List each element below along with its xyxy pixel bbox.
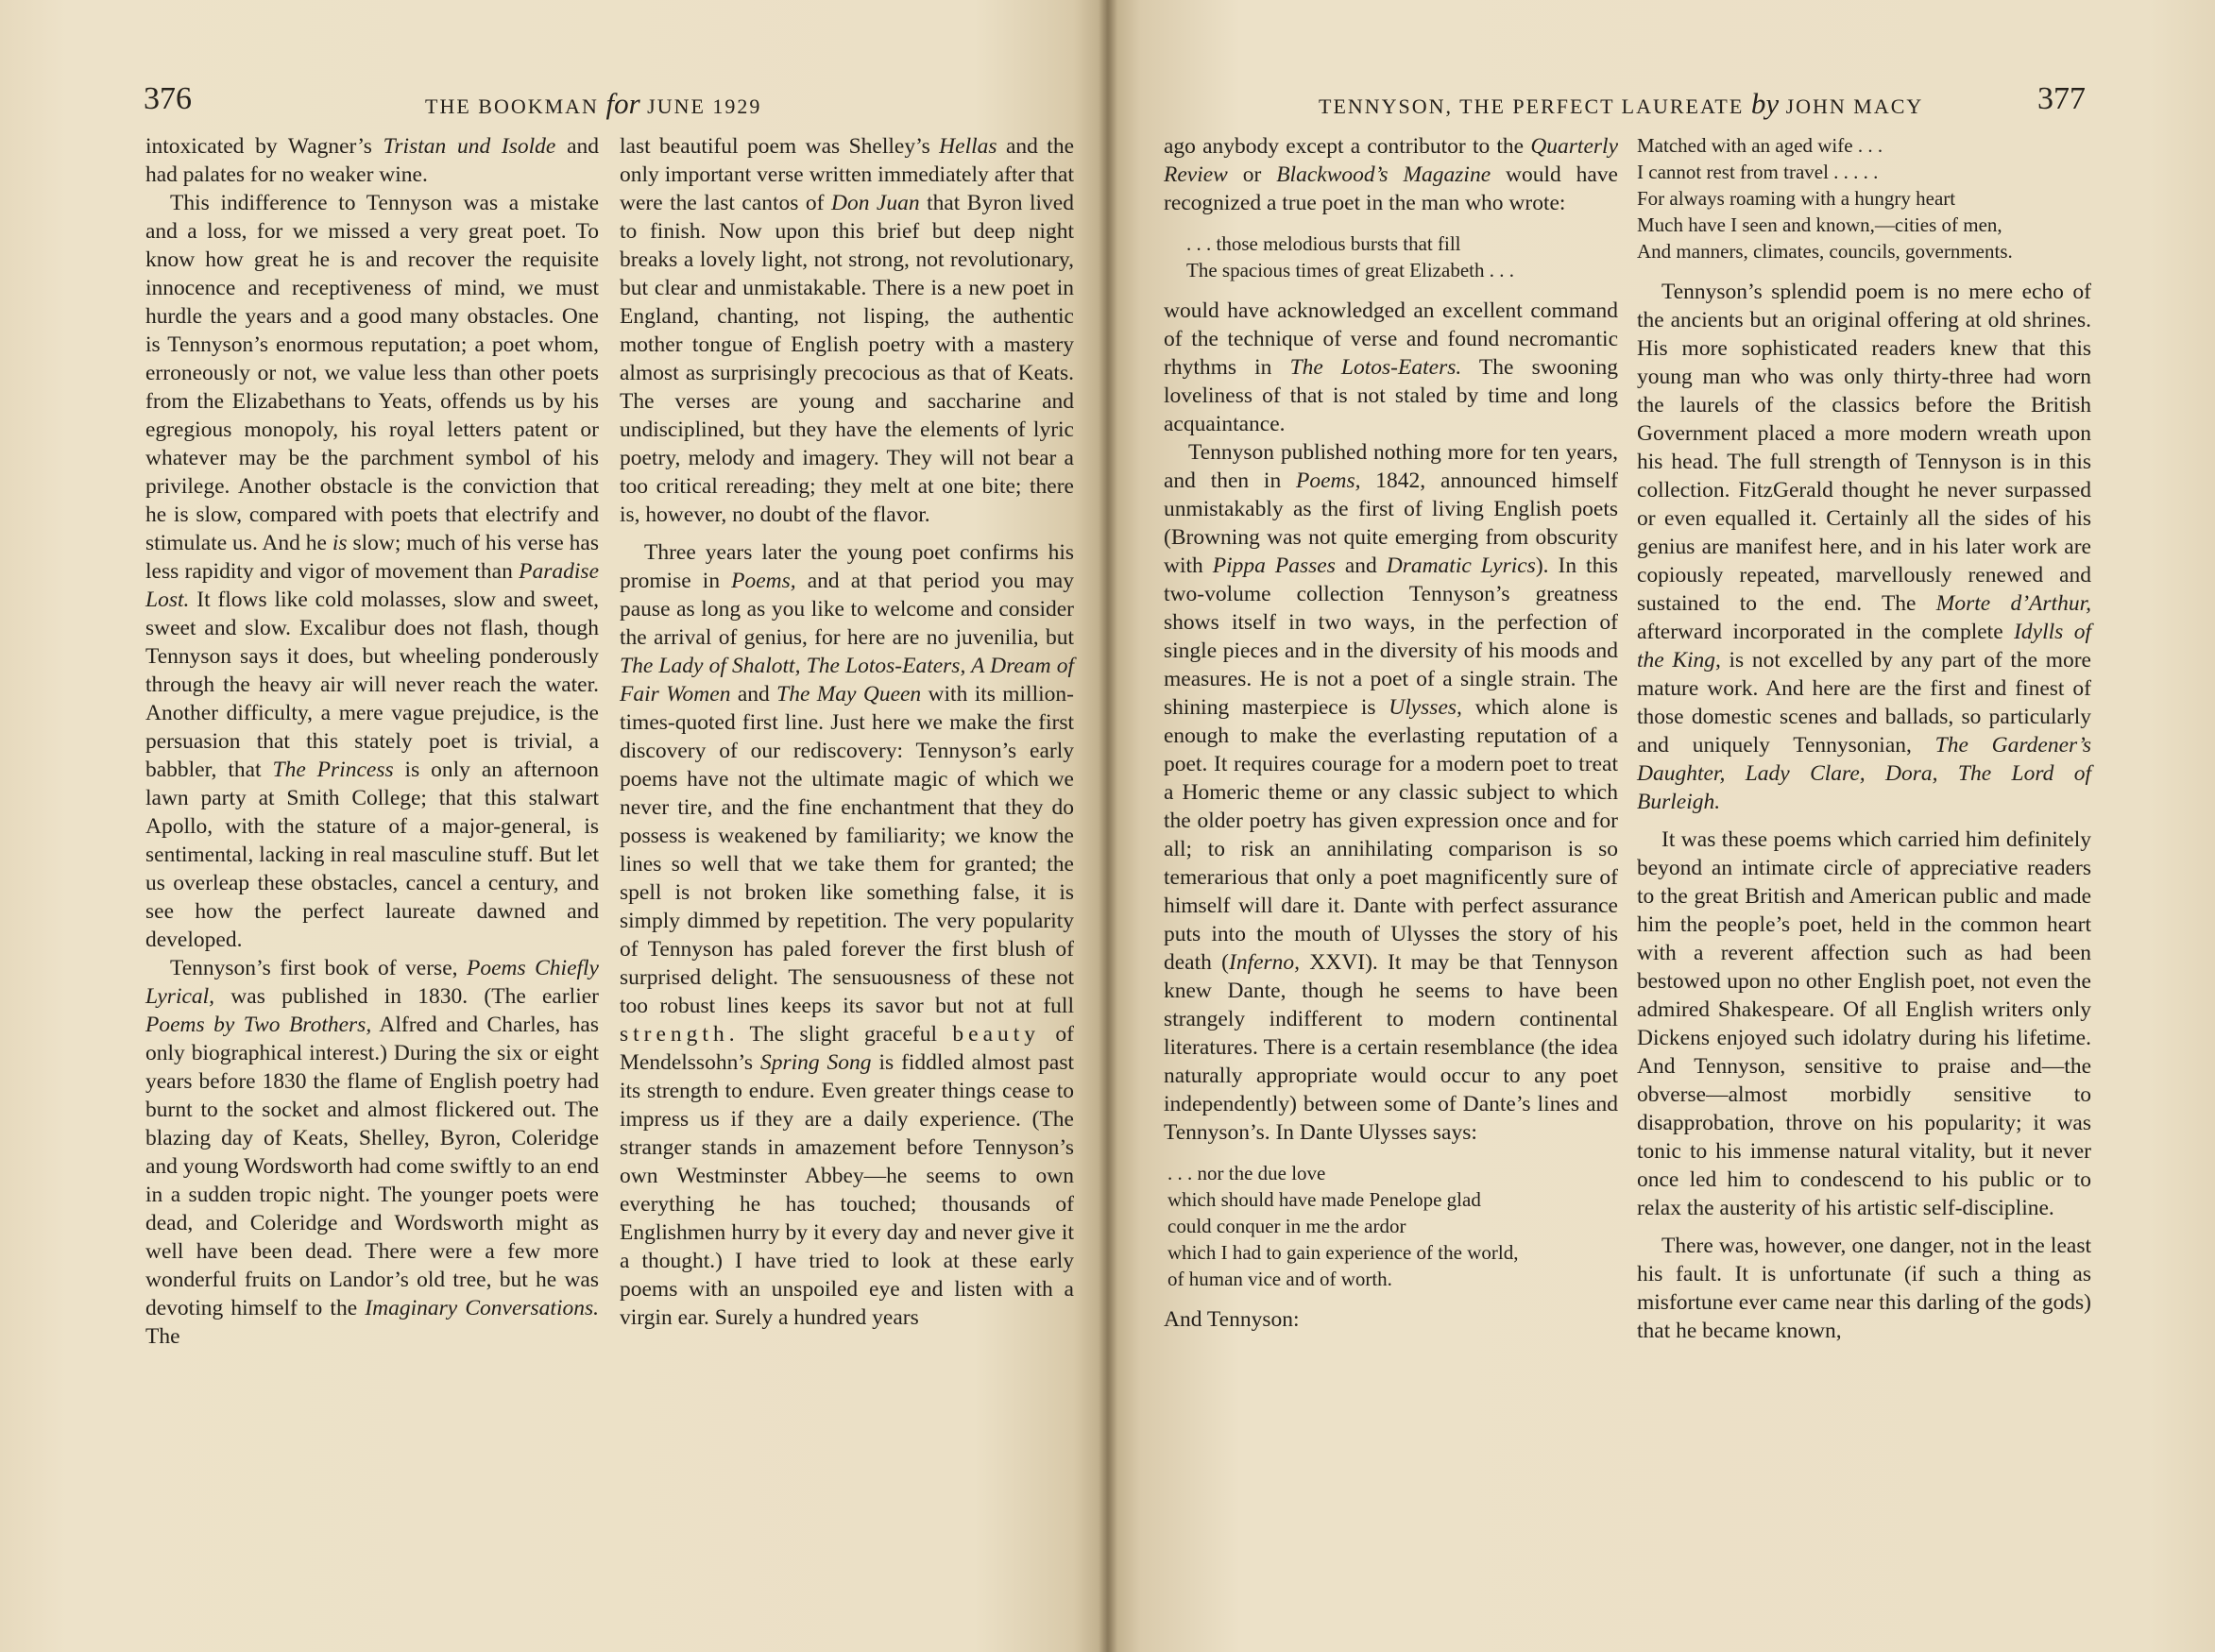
- verse-line: . . . nor the due love: [1167, 1162, 1326, 1184]
- verse-quote: [1186, 230, 1618, 283]
- header-author: JOHN MACY: [1785, 94, 1924, 118]
- text-column-2: [620, 132, 1074, 1332]
- paragraph: would have acknowledged an excellent command of the technique of verse and found necromantic rhythms in The Lotos-Eaters. The swooning loveliness of that is not staled by time and long acquaintance.: [1164, 298, 1618, 436]
- right-page: [1107, 0, 2215, 1652]
- verse-line: The spacious times of great Elizabeth . . .: [1186, 259, 1514, 281]
- paragraph: ago anybody except a contributor to the Quarterly Review or Blackwood’s Magazine would have recognized a true poet in the man who wrote:: [1164, 134, 1618, 215]
- verse-line: which should have made Penelope glad: [1167, 1188, 1481, 1211]
- text-column-3: [1164, 132, 1618, 1334]
- paragraph: intoxicated by Wagner’s Tristan und Isolde and had palates for no weaker wine.: [145, 134, 599, 187]
- verse-line: For always roaming with a hungry heart: [1637, 187, 1956, 210]
- left-page: [0, 0, 1107, 1652]
- paragraph: Tennyson’s splendid poem is no mere echo of the ancients but an original offering at old shrines. His more sophisticated readers knew that this young man who was only thirty-three had worn the laurels of the classics before the British Government placed a more modern wreath upon his head. The full strength of Tennyson is in this collection. FitzGerald thought he never surpassed or even equalled it. Certainly all the sides of his genius are manifest here, and in his later work are copiously repeated, marvellously renewed and sustained to the end. The Morte d’Arthur, afterward incorporated in the complete Idylls of the King, is not excelled by any part of the more mature work. And here are the first and finest of those domestic scenes and ballads, so particularly and uniquely Tennysonian, The Gardener’s Daughter, Lady Clare, Dora, The Lord of Burleigh.: [1637, 280, 2091, 814]
- verse-line: . . . those melodious bursts that fill: [1186, 232, 1461, 255]
- verse-line: Matched with an aged wife . . .: [1637, 134, 1883, 157]
- header-issue: JUNE 1929: [647, 94, 762, 118]
- book-gutter: [1099, 0, 1117, 1652]
- paragraph: Three years later the young poet confirms his promise in Poems, and at that period you may pause as long as you like to welcome and consider the arrival of genius, for here are no juvenilia, but The Lady of Shalott, The Lotos-Eaters, A Dream of Fair Women and The May Queen with its million-times-quoted first line. Just here we make the first discovery of our rediscovery: Tennyson’s early poems have not the ultimate magic of which we never tire, and the fine enchantment that they do possess is weakened by familiarity; we know the lines so well that we take them for granted; the spell is not broken like something false, it is simply dimmed by repetition. The very popularity of Tennyson has paled forever the first blush of surprised delight. The sensuousness of these not too robust lines keeps its savor but not at full strength. The slight graceful beauty of Mendelssohn’s Spring Song is fiddled almost past its strength to endure. Even greater things cease to impress us if they are a daily experience. (The stranger stands in amazement before Tennyson’s own Westminster Abbey—he seems to own everything he has touched; thousands of Englishmen hurry by it every day and never give it a thought.) I have tried to look at these early poems with an unspoiled eye and listen with a virgin ear. Surely a hundred years: [620, 540, 1075, 1330]
- verse-line: could conquer in me the ardor: [1167, 1215, 1406, 1237]
- header-for: for: [605, 87, 640, 120]
- verse-line: of human vice and of worth.: [1167, 1268, 1392, 1290]
- paragraph: This indifference to Tennyson was a mistake and a loss, for we missed a very great poet. To know how great he is and recover the requisite innocence and receptiveness of mind, we must hurdle the years and a good many obstacles. One is Tennyson’s enormous reputation; a poet whom, erroneously or not, we value less than other poets from the Elizabethans to Yeats, offends us by his egregious monopoly, his royal letters patent or whatever may be the parchment symbol of his privilege. Another obstacle is the conviction that he is slow, compared with poets that electrify and stimulate us. And he is slow; much of his verse has less rapidity and vigor of movement than Paradise Lost. It flows like cold molasses, slow and sweet, sweet and slow. Excalibur does not flash, though Tennyson says it does, but wheeling ponderously through the heavy air will never reach the water. Another difficulty, a mere vague prejudice, is the persuasion that this stately poet is trivial, a babbler, that The Princess is only an afternoon lawn party at Smith College; that this stalwart Apollo, with the stature of a major-general, is sentimental, lacking in real masculine stuff. But let us overleap these obstacles, cancel a century, and see how the perfect laureate dawned and developed.: [145, 191, 599, 952]
- header-by: by: [1750, 87, 1780, 120]
- paragraph: And Tennyson:: [1164, 1307, 1300, 1332]
- text-column-1: [145, 132, 599, 1351]
- verse-line: Much have I seen and known,—cities of men,: [1637, 213, 2002, 236]
- page-number-right: 377: [2037, 81, 2086, 116]
- header-article-title: TENNYSON, THE PERFECT LAUREATE: [1319, 94, 1745, 118]
- paragraph: It was these poems which carried him definitely beyond an intimate circle of appreciative readers to the great British and American public and made him the people’s poet, held in the common heart with a reverent affection such as had been bestowed upon no other English poet, not even the admired Shakespeare. Of all English writers only Dickens enjoyed such idolatry during his lifetime. And Tennyson, sensitive to praise and—the obverse—almost morbidly sensitive to disapprobation, throve on his popularity; it was tonic to his immense natural vitality, but it never once led him to condescend to his public or to relax the austerity of his artistic self-discipline.: [1637, 827, 2091, 1220]
- verse-quote: [1167, 1160, 1618, 1292]
- paragraph: Tennyson’s first book of verse, Poems Chiefly Lyrical, was published in 1830. (The earlier Poems by Two Brothers, Alfred and Charles, has only biographical interest.) During the six or eight years before 1830 the flame of English poetry had burnt to the socket and almost flickered out. The blazing day of Keats, Shelley, Byron, Coleridge and young Wordsworth had come swiftly to an end in a sudden tropic night. The younger poets were dead, and Coleridge and Wordsworth might as well have been dead. There were a few more wonderful fruits on Landor’s old tree, but he was devoting himself to the Imaginary Conversations. The: [145, 956, 600, 1349]
- paragraph: Tennyson published nothing more for ten years, and then in Poems, 1842, announced himself unmistakably as the first of living English poets (Browning was not quite emerging from obscurity with Pippa Passes and Dramatic Lyrics). In this two-volume collection Tennyson’s greatness shows itself in two ways, in the perfection of single pieces and in the diversity of his moods and measures. He is not a poet of a single strain. The shining masterpiece is Ulysses, which alone is enough to make the everlasting reputation of a poet. It requires courage for a modern poet to treat a Homeric theme or any classic subject to which the older poetry has given expression once and for all; to risk an annihilating comparison is so temerarious that only a poet magnificently sure of himself will dare it. Dante with perfect assurance puts into the mouth of Ulysses the story of his death (Inferno, XXVI). It may be that Tennyson knew Dante, though he seems to have been strangely indifferent to modern continental literatures. There is a certain resemblance (the idea naturally appropriate would occur to any poet independently) between some of Dante’s lines and Tennyson’s. In Dante Ulysses says:: [1164, 440, 1619, 1145]
- page-number-left: 376: [144, 81, 192, 116]
- paragraph: There was, however, one danger, not in the least his fault. It is unfortunate (if such a thing as misfortune ever came near this darling of the gods) that he became known,: [1637, 1234, 2091, 1343]
- verse-line: And manners, climates, councils, governments.: [1637, 240, 2013, 263]
- running-header-right: [1319, 87, 1923, 121]
- verse-quote: [1637, 132, 2091, 264]
- text-column-4: [1637, 132, 2091, 1345]
- running-header-left: [425, 87, 761, 121]
- header-magazine: THE BOOKMAN: [425, 94, 599, 118]
- verse-line: I cannot rest from travel . . . . .: [1637, 161, 1879, 183]
- paragraph: last beautiful poem was Shelley’s Hellas and the only important verse written immediately after that were the last cantos of Don Juan that Byron lived to finish. Now upon this brief but deep night breaks a lovely light, not strong, not revolutionary, but clear and unmistakable. There is a new poet in England, chanting, not lisping, the authentic mother tongue of English poetry with a mastery almost as surprisingly precocious as that of Keats. The verses are young and saccharine and undisciplined, but they have the elements of lyric poetry, melody and imagery. They will not bear a too critical rereading; they melt at one bite; there is, however, no doubt of the flavor.: [620, 134, 1075, 527]
- verse-line: which I had to gain experience of the world,: [1167, 1241, 1519, 1264]
